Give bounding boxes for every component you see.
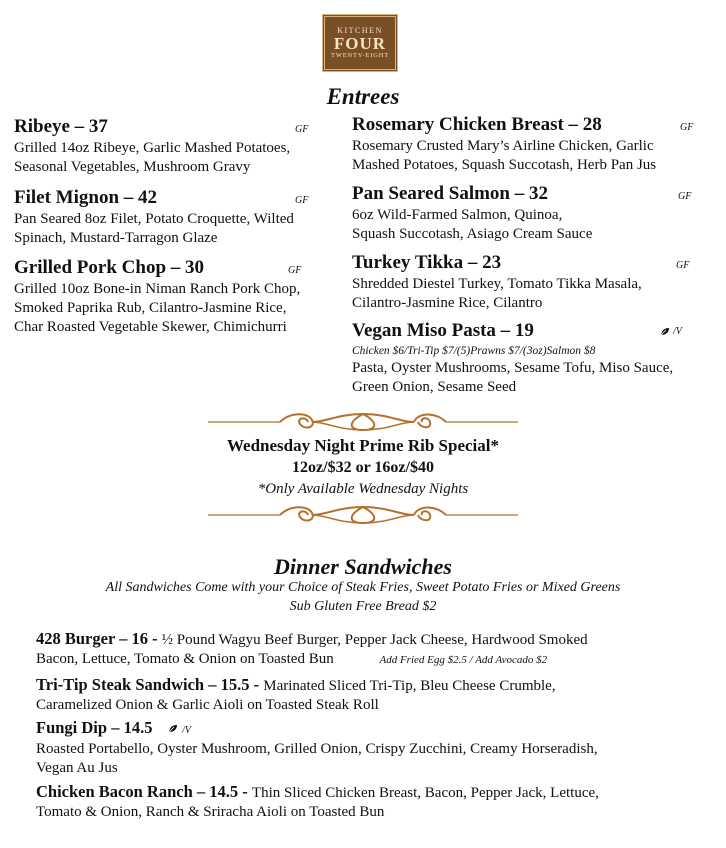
desc-line: Rosemary Crusted Mary’s Airline Chicken, Garlic bbox=[352, 138, 654, 154]
entree-description bbox=[352, 137, 712, 175]
gf-badge: GF bbox=[295, 195, 309, 206]
entree-description bbox=[352, 275, 712, 313]
entree-turkey-tikka bbox=[352, 252, 501, 274]
sandwich-name: Chicken Bacon Ranch bbox=[36, 782, 193, 801]
flourish-divider-icon bbox=[208, 503, 518, 527]
sandwich-line bbox=[36, 650, 676, 670]
desc-line: Grilled 14oz Ribeye, Garlic Mashed Potatoes, bbox=[14, 140, 291, 156]
sandwich-description: ½ Pound Wagyu Beef Burger, Pepper Jack Cheese, Hardwood Smoked bbox=[161, 632, 588, 648]
entree-name: Rosemary Chicken Breast – 28 bbox=[352, 114, 602, 135]
gluten-free-note: Sub Gluten Free Bread $2 bbox=[289, 599, 437, 614]
desc-line: Grilled 10oz Bone-in Niman Ranch Pork Chop, bbox=[14, 281, 301, 297]
sandwich-price: – 14.5 - bbox=[192, 782, 252, 801]
entree-filet-mignon bbox=[14, 187, 157, 209]
desc-line: Pan Seared 8oz Filet, Potato Croquette, Wilted bbox=[14, 211, 294, 227]
sandwich-name: Fungi Dip bbox=[36, 718, 108, 737]
sandwich-name: 428 Burger bbox=[36, 629, 115, 648]
vegan-badge bbox=[660, 326, 682, 337]
sandwich-line bbox=[36, 782, 676, 803]
sandwich-line bbox=[36, 718, 716, 740]
entree-name: Ribeye – 37 bbox=[14, 116, 108, 137]
entree-name: Grilled Pork Chop – 30 bbox=[14, 257, 205, 278]
entree-description bbox=[14, 139, 334, 177]
desc-line: Shredded Diestel Turkey, Tomato Tikka Masala, bbox=[352, 276, 642, 292]
sandwich-price: – 14.5 bbox=[107, 718, 153, 737]
logo-line-four: FOUR bbox=[333, 34, 387, 53]
entree-description bbox=[352, 359, 722, 397]
entree-vegan-miso-pasta bbox=[352, 320, 534, 342]
sandwich-price: – 15.5 - bbox=[204, 675, 264, 694]
entree-salmon bbox=[352, 183, 548, 205]
entrees-title: Entrees bbox=[326, 84, 400, 109]
sandwich-price: – 16 - bbox=[114, 629, 162, 648]
desc-line: Smoked Paprika Rub, Cilantro-Jasmine Rice, bbox=[14, 300, 287, 316]
entree-description bbox=[14, 280, 344, 337]
entree-rosemary-chicken bbox=[352, 114, 602, 136]
gf-badge: GF bbox=[676, 260, 690, 271]
sandwich-line bbox=[36, 675, 676, 696]
special-title: Wednesday Night Prime Rib Special* bbox=[226, 436, 499, 455]
logo-line-twenty-eight: TWENTY-EIGHT bbox=[331, 52, 389, 59]
entree-description bbox=[14, 210, 334, 248]
desc-line: Mashed Potatoes, Squash Succotash, Herb Pan Jus bbox=[352, 157, 657, 173]
sandwich-description: Roasted Portabello, Oyster Mushroom, Grilled Onion, Crispy Zucchini, Creamy Horseradish, bbox=[36, 741, 598, 757]
desc-line: Seasonal Vegetables, Mushroom Gravy bbox=[14, 159, 251, 175]
sandwich-chicken-bacon-ranch bbox=[36, 782, 676, 822]
sandwich-description: Tomato & Onion, Ranch & Sriracha Aioli on Toasted Bun bbox=[36, 804, 385, 820]
entree-name: Turkey Tikka – 23 bbox=[352, 252, 502, 273]
desc-line: Green Onion, Sesame Seed bbox=[352, 379, 517, 395]
desc-line: Pasta, Oyster Mushrooms, Sesame Tofu, Miso Sauce, bbox=[352, 360, 674, 376]
entree-name: Vegan Miso Pasta – 19 bbox=[352, 320, 534, 341]
desc-line: Spinach, Mustard-Tarragon Glaze bbox=[14, 230, 218, 246]
entree-ribeye bbox=[14, 116, 108, 138]
sandwich-description: Caramelized Onion & Garlic Aioli on Toasted Steak Roll bbox=[36, 697, 379, 713]
vegan-tag: /V bbox=[181, 725, 191, 736]
leaf-icon bbox=[660, 327, 670, 336]
gf-badge: GF bbox=[288, 265, 302, 276]
sandwich-line bbox=[36, 629, 676, 650]
sandwich-addon: Add Fried Egg $2.5 / Add Avocado $2 bbox=[379, 654, 548, 666]
vegan-tag: /V bbox=[673, 326, 682, 337]
sandwich-428-burger bbox=[36, 629, 676, 670]
entree-pork-chop bbox=[14, 257, 204, 279]
desc-line: Char Roasted Vegetable Skewer, Chimichurri bbox=[14, 319, 287, 335]
restaurant-logo bbox=[322, 14, 398, 72]
desc-line: Squash Succotash, Asiago Cream Sauce bbox=[352, 226, 593, 242]
entree-description bbox=[352, 206, 712, 244]
sandwich-description: Thin Sliced Chicken Breast, Bacon, Pepper Jack, Lettuce, bbox=[251, 785, 599, 801]
sandwich-description: Bacon, Lettuce, Tomato & Onion on Toasted Bun bbox=[36, 651, 334, 667]
gf-badge: GF bbox=[295, 124, 309, 135]
entree-name: Filet Mignon – 42 bbox=[14, 187, 158, 208]
desc-line: Cilantro-Jasmine Rice, Cilantro bbox=[352, 295, 543, 311]
sandwich-description: Vegan Au Jus bbox=[36, 760, 118, 776]
sandwich-description: Marinated Sliced Tri-Tip, Bleu Cheese Crumble, bbox=[263, 678, 556, 694]
special-price: 12oz/$32 or 16oz/$40 bbox=[292, 459, 434, 476]
sandwiches-intro: All Sandwiches Come with your Choice of Steak Fries, Sweet Potato Fries or Mixed Greens bbox=[105, 580, 621, 595]
sandwiches-title: Dinner Sandwiches bbox=[274, 554, 452, 579]
sandwich-tri-tip bbox=[36, 675, 676, 715]
desc-line: 6oz Wild-Farmed Salmon, Quinoa, bbox=[352, 207, 563, 223]
entree-name: Pan Seared Salmon – 32 bbox=[352, 183, 549, 204]
sandwich-name: Tri-Tip Steak Sandwich bbox=[36, 675, 205, 694]
vegan-badge bbox=[168, 721, 191, 737]
special-note: *Only Available Wednesday Nights bbox=[257, 481, 469, 497]
logo-line-kitchen: KITCHEN bbox=[337, 26, 383, 35]
leaf-icon bbox=[168, 724, 178, 733]
gf-badge: GF bbox=[678, 191, 692, 202]
gf-badge: GF bbox=[680, 122, 694, 133]
protein-addons: Chicken $6/Tri-Tip $7/(5)Prawns $7/(3oz)Salmon $8 bbox=[352, 345, 596, 357]
flourish-divider-icon bbox=[208, 410, 518, 434]
sandwich-fungi-dip bbox=[36, 718, 716, 778]
